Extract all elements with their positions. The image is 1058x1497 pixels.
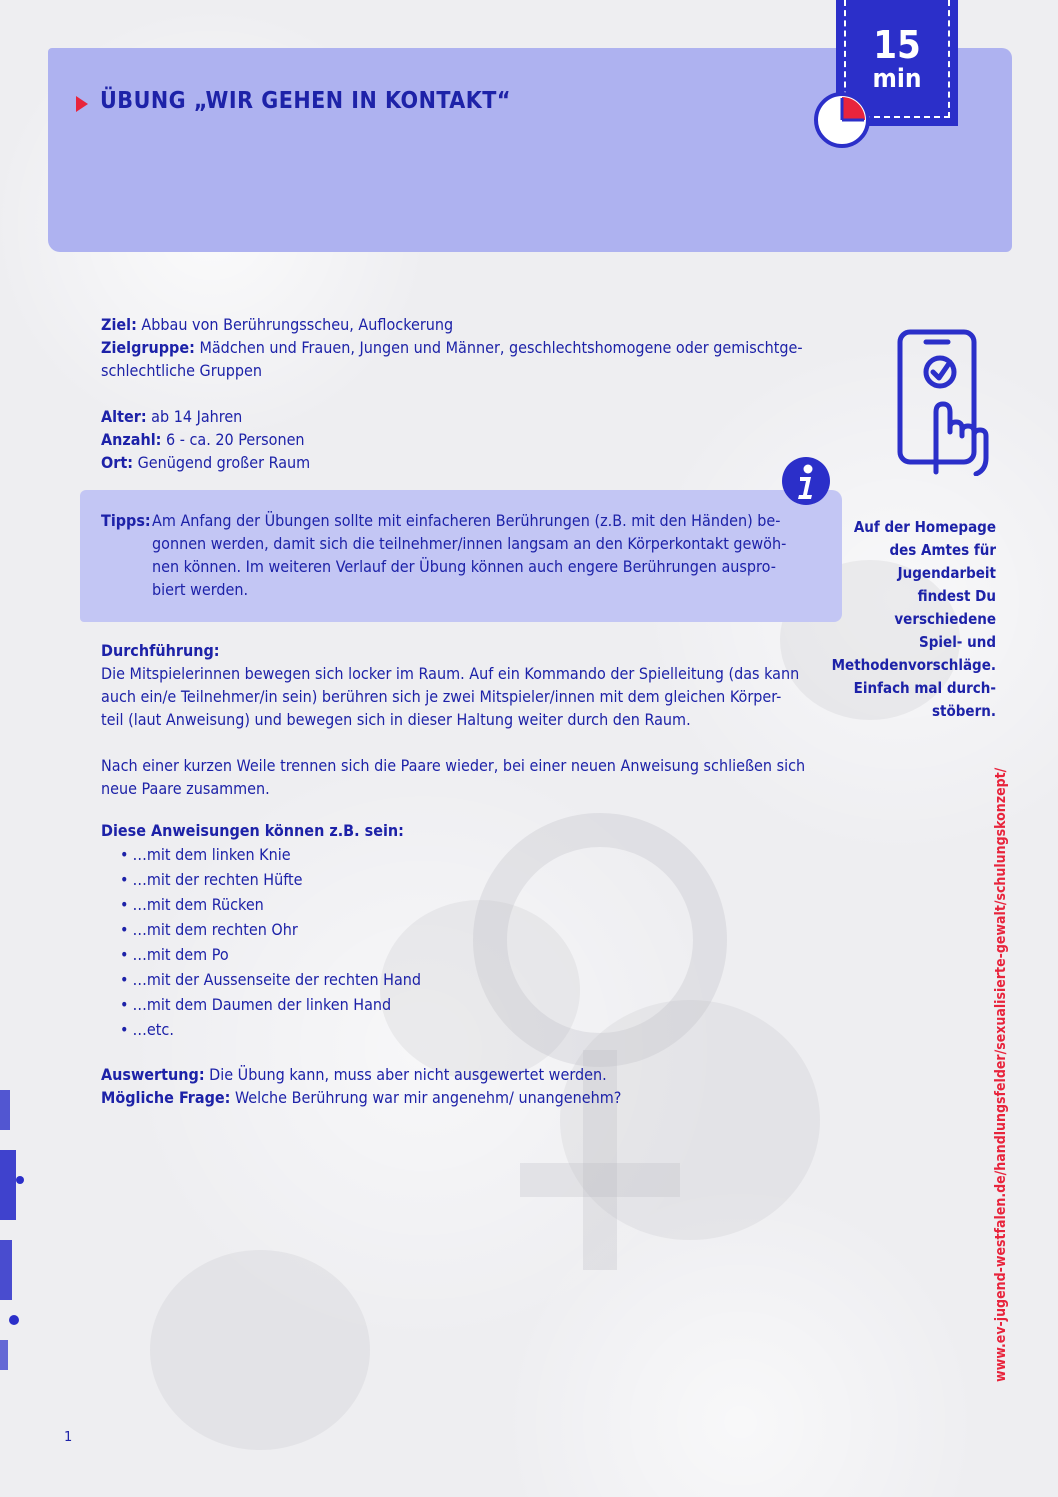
hint-line: verschiedene <box>894 610 996 628</box>
info-ort <box>101 451 831 474</box>
frage-label: Mögliche Frage: <box>101 1088 231 1107</box>
durchfuehrung-line: auch ein/e Teilnehmer/in sein) berühren sich je zwei Mitspieler/innen mit dem gleichen Körper- <box>101 687 782 706</box>
hint-line: Methodenvorschläge. <box>831 656 996 674</box>
auswertung-label: Auswertung: <box>101 1065 205 1084</box>
durchfuehrung-line: neue Paare zusammen. <box>101 779 270 798</box>
tips-block <box>101 509 813 601</box>
info-alter <box>101 405 831 428</box>
paint-splatter-icon <box>0 1060 28 1380</box>
durchfuehrung-line: teil (laut Anweisung) und bewegen sich in dieser Haltung weiter durch den Raum. <box>101 710 691 729</box>
spacer <box>101 731 829 754</box>
info-zielgruppe <box>101 336 831 359</box>
auswertung-text: Die Übung kann, muss aber nicht ausgewertet werden. <box>209 1065 607 1084</box>
list-item: • …mit der rechten Hüfte <box>120 867 829 892</box>
tips-line: nen können. Im weiteren Verlauf der Übung können auch engere Berührungen auspro- <box>152 557 776 576</box>
hint-line: findest Du <box>917 587 996 605</box>
ort-text: Genügend großer Raum <box>137 453 311 472</box>
spacer <box>101 800 829 819</box>
durchfuehrung-heading-text: Durchführung: <box>101 641 220 660</box>
clock-icon <box>812 90 872 150</box>
smartphone-touch-icon <box>892 328 996 476</box>
procedure-section <box>101 639 829 1109</box>
spacer <box>101 382 831 405</box>
play-arrow-icon <box>76 96 88 112</box>
tips-line: Am Anfang der Übungen sollte mit einfacheren Berührungen (z.B. mit den Händen) be- <box>152 511 781 530</box>
info-ziel <box>101 313 831 336</box>
durchfuehrung-heading <box>101 639 829 662</box>
background-blob <box>150 1250 370 1450</box>
list-item: • …etc. <box>120 1017 829 1042</box>
list-item: • …mit der Aussenseite der rechten Hand <box>120 967 829 992</box>
tips-label: Tipps: <box>101 511 151 530</box>
hint-line: des Amtes für <box>889 541 996 559</box>
hint-line: Jugendarbeit <box>897 564 996 582</box>
tips-line: biert werden. <box>152 580 249 599</box>
info-anzahl <box>101 428 831 451</box>
zielgruppe-text-continued: schlechtliche Gruppen <box>101 361 263 380</box>
hint-line: Auf der Homepage <box>853 518 996 536</box>
ort-label: Ort: <box>101 453 133 472</box>
anweisungen-heading-text: Diese Anweisungen können z.B. sein: <box>101 821 404 840</box>
hint-line: stöbern. <box>932 702 996 720</box>
exercise-info <box>101 313 831 474</box>
homepage-hint <box>808 516 996 723</box>
spacer <box>101 1042 829 1063</box>
alter-label: Alter: <box>101 407 147 426</box>
auswertung <box>101 1063 829 1086</box>
page-title: ÜBUNG „WIR GEHEN IN KONTAKT“ <box>100 88 512 114</box>
alter-text: ab 14 Jahren <box>151 407 243 426</box>
ziel-label: Ziel: <box>101 315 137 334</box>
ziel-text: Abbau von Berührungsscheu, Auflockerung <box>141 315 454 334</box>
durchfuehrung-line: Die Mitspielerinnen bewegen sich locker im Raum. Auf ein Kommando der Spielleitung (das kann <box>101 664 800 683</box>
duration-number: 15 <box>873 23 921 67</box>
frage-text: Welche Berührung war mir angenehm/ unangenehm? <box>234 1088 622 1107</box>
zielgruppe-label: Zielgruppe: <box>101 338 195 357</box>
anzahl-label: Anzahl: <box>101 430 162 449</box>
list-item: • …mit dem Rücken <box>120 892 829 917</box>
duration-unit: min <box>872 64 922 94</box>
durchfuehrung-line: Nach einer kurzen Weile trennen sich die Paare wieder, bei einer neuen Anweisung schließen sich <box>101 756 806 775</box>
hint-line: Einfach mal durch- <box>853 679 996 697</box>
anzahl-text: 6 - ca. 20 Personen <box>166 430 305 449</box>
instructions-list <box>101 842 829 1042</box>
tips-line: gonnen werden, damit sich die teilnehmer/innen langsam an den Körperkontakt gewöh- <box>152 534 787 553</box>
anweisungen-heading <box>101 819 829 842</box>
zielgruppe-text: Mädchen und Frauen, Jungen und Männer, geschlechtshomogene oder gemischtge- <box>199 338 803 357</box>
info-icon <box>780 455 832 507</box>
list-item: • …mit dem rechten Ohr <box>120 917 829 942</box>
hint-line: Spiel- und <box>919 633 996 651</box>
page-number: 1 <box>64 1430 73 1445</box>
moegliche-frage <box>101 1086 829 1109</box>
list-item: • …mit dem Daumen der linken Hand <box>120 992 829 1017</box>
list-item: • …mit dem linken Knie <box>120 842 829 867</box>
homepage-link[interactable]: www.ev-jugend-westfalen.de/handlungsfelder/sexualisierte-gewalt/schulungskonzept/ <box>993 767 1009 1382</box>
list-item: • …mit dem Po <box>120 942 829 967</box>
